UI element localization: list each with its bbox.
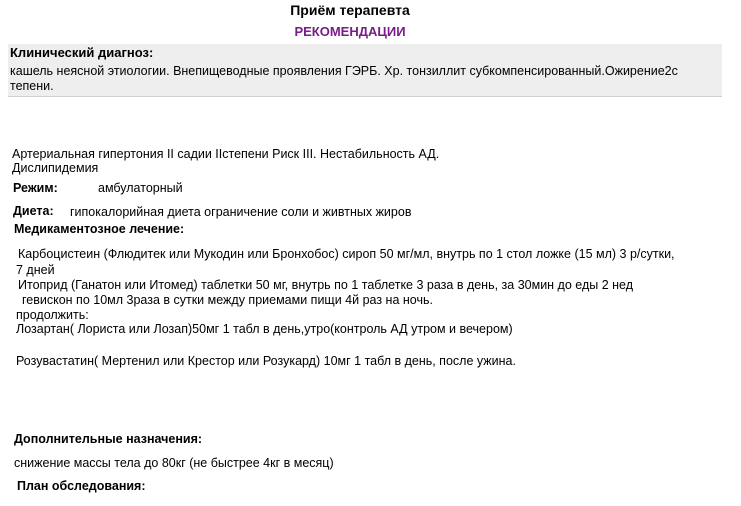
medication-line: Карбоцистеин (Флюдитек или Мукодин или Бронхобос) сироп 50 мг/мл, внутрь по 1 стол ложке (15 мл) 3 р/сутки, bbox=[18, 247, 675, 261]
extra-diagnosis-line1: Артериальная гипертония II садии IIстепени Риск III. Нестабильность АД. bbox=[12, 147, 440, 161]
medication-line: Итоприд (Ганатон или Итомед) таблетки 50 мг, внутрь по 1 таблетке 3 раза в день, за 30мин до еды 2 нед bbox=[18, 278, 634, 292]
regime-value: амбулаторный bbox=[98, 181, 183, 195]
medication-line: гевискон по 10мл 3раза в сутки между приемами пищи 4й раз на ночь. bbox=[22, 293, 433, 307]
page-title: Приём терапевта bbox=[290, 2, 410, 18]
medication-line: Лозартан( Лориста или Лозап)50мг 1 табл в день,утро(контроль АД утром и вечером) bbox=[16, 322, 513, 336]
regime-label: Режим: bbox=[13, 181, 58, 195]
additional-label: Дополнительные назначения: bbox=[14, 432, 203, 446]
diet-value: гипокалорийная диета ограничение соли и живтных жиров bbox=[70, 205, 412, 219]
diagnosis-text-line1: кашель неясной этиологии. Внепищеводные проявления ГЭРБ. Хр. тонзиллит субкомпенсированный.Ожирение2с bbox=[10, 64, 678, 78]
diagnosis-text-line2: тепени. bbox=[10, 79, 54, 93]
page-subtitle: РЕКОМЕНДАЦИИ bbox=[294, 24, 406, 39]
medication-label: Медикаментозное лечение: bbox=[14, 222, 185, 236]
medication-line: 7 дней bbox=[16, 263, 55, 277]
medication-line: Розувастатин( Мертенил или Крестор или Розукард) 10мг 1 табл в день, после ужина. bbox=[16, 354, 516, 368]
extra-diagnosis-line2: Дислипидемия bbox=[12, 161, 99, 175]
additional-value: снижение массы тела до 80кг (не быстрее 4кг в месяц) bbox=[14, 456, 334, 470]
medication-line: продолжить: bbox=[16, 308, 89, 322]
diagnosis-label: Клинический диагноз: bbox=[10, 45, 154, 60]
diet-label: Диета: bbox=[13, 204, 54, 218]
exam-plan-label: План обследования: bbox=[17, 479, 146, 493]
